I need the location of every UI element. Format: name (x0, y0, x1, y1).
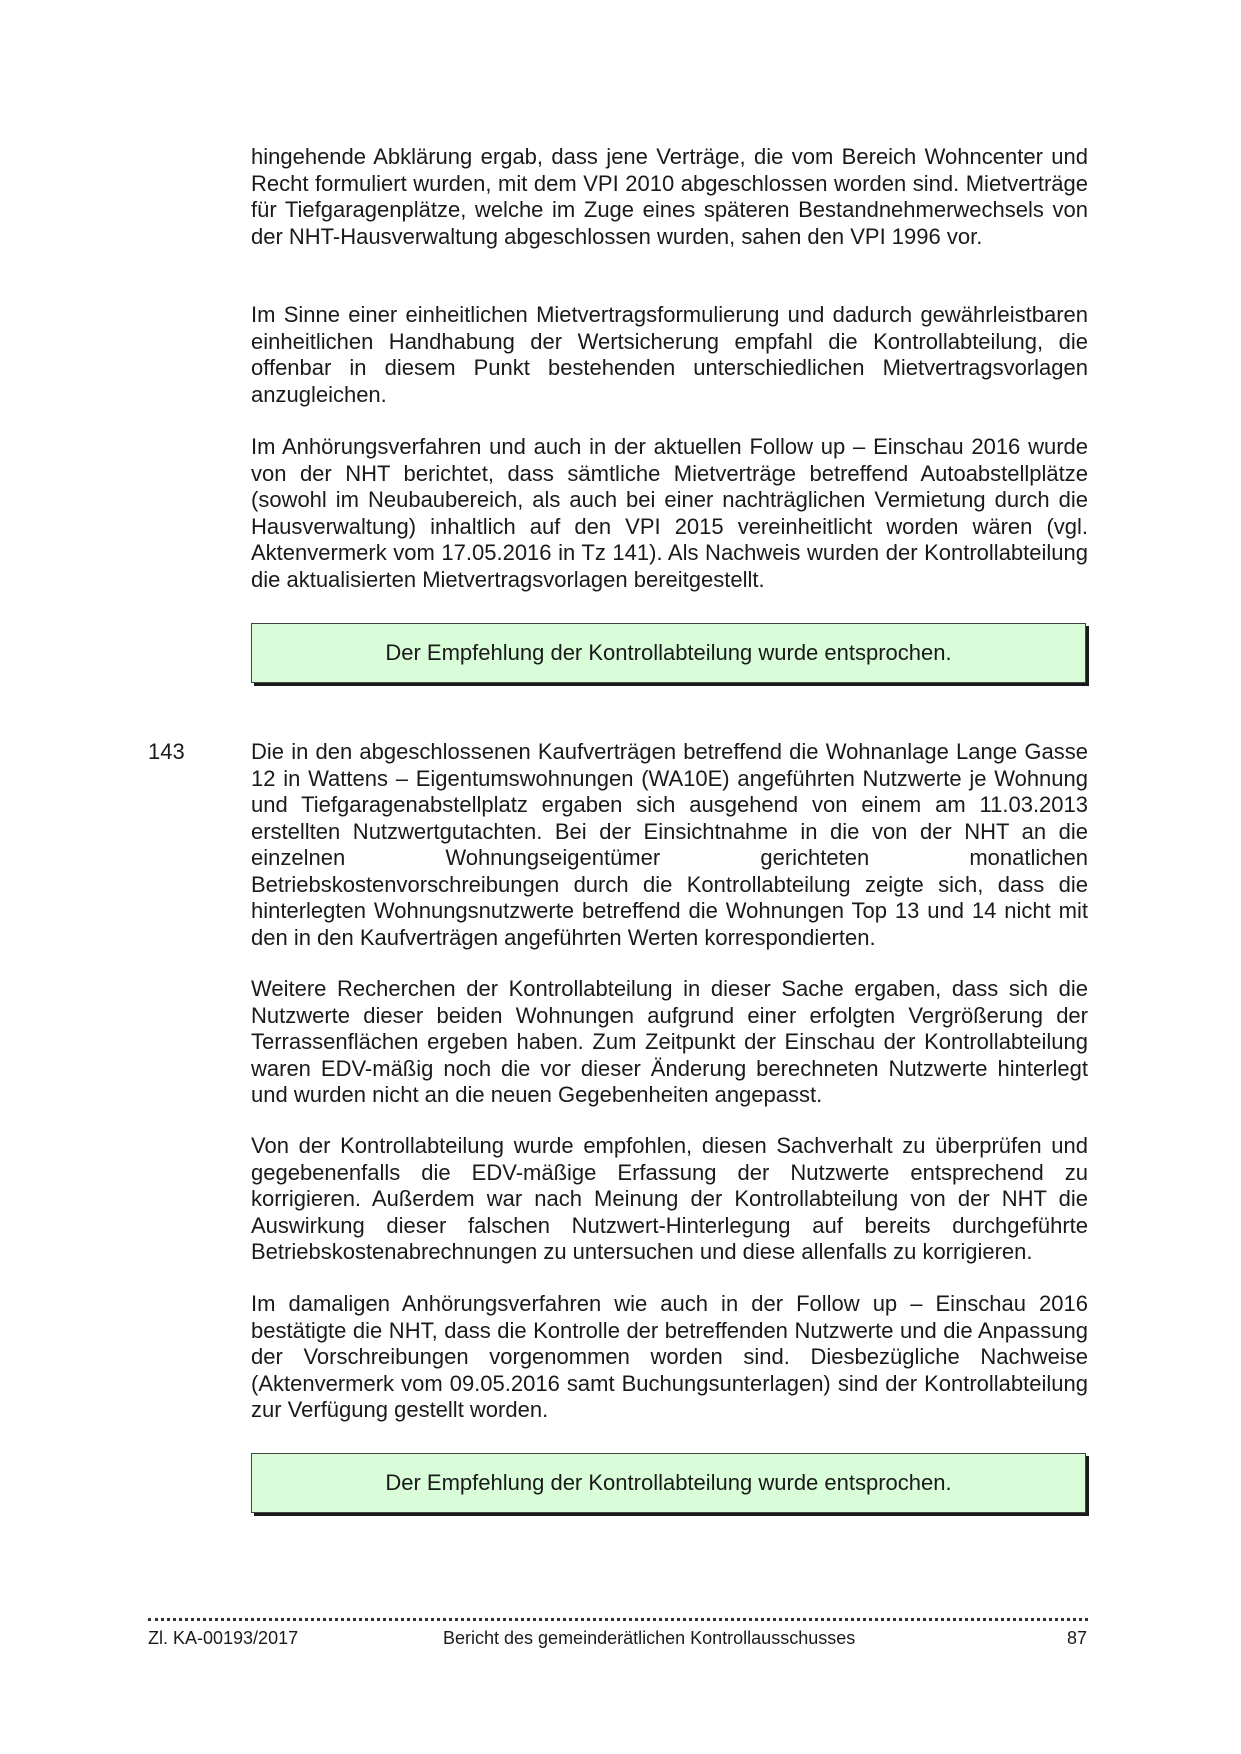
footer-divider (148, 1618, 1088, 1621)
paragraph-2: Im Sinne einer einheitlichen Mietvertragsformulierung und dadurch gewährleistbaren einheitlichen Handhabung der Wertsicherung empfahl die Kontrollabteilung, die offenbar in diesem Punkt bestehenden unterschiedlichen Mietvertragsvorlagen anzugleichen. (251, 302, 1088, 407)
recommendation-text-1: Der Empfehlung der Kontrollabteilung wurde entsprochen. (385, 640, 952, 665)
paragraph-7: Im damaligen Anhörungsverfahren wie auch in der Follow up – Einschau 2016 bestätigte die NHT, dass die Kontrolle der betreffenden Nutzwerte und die Anpassung der Vorschreibungen vorgenommen worden sind. Diesbezügliche Nachweise (Aktenvermerk vom 09.05.2016 samt Buchungsunterlagen) sind der Kontrollabteilung zur Verfügung gestellt worden. (251, 1291, 1088, 1422)
recommendation-box-1 (251, 623, 1086, 683)
footer-reference: Zl. KA-00193/2017 (148, 1628, 299, 1648)
footer-page-number: 87 (1067, 1628, 1088, 1648)
recommendation-box-2 (251, 1453, 1086, 1513)
section-number: 143 (148, 739, 185, 764)
footer-title: Bericht des gemeinderätlichen Kontrollausschusses (443, 1628, 856, 1648)
paragraph-3: Im Anhörungsverfahren und auch in der aktuellen Follow up – Einschau 2016 wurde von der NHT berichtet, dass sämtliche Mietverträge betreffend Autoabstellplätze (sowohl im Neubaubereich, als auch bei einer nachträglichen Vermietung durch die Hausverwaltung) inhaltlich auf den VPI 2015 vereinheitlicht worden wären (vgl. Aktenvermerk vom 17.05.2016 in Tz 141). Als Nachweis wurden der Kontrollabteilung die aktualisierten Mietvertragsvorlagen bereitgestellt. (251, 434, 1088, 592)
paragraph-4: Die in den abgeschlossenen Kaufverträgen betreffend die Wohnanlage Lange Gasse 12 in Wattens – Eigentumswohnungen (WA10E) angeführten Nutzwerte je Wohnung und Tiefgaragenabstellplatz ergaben sich ausgehend von einem am 11.03.2013 erstellten Nutzwertgutachten. Bei der Einsichtnahme in die von der NHT an die einzelnen Wohnungseigentümer gerichteten monatlichen Betriebskostenvorschreibungen durch die Kontrollabteilung zeigte sich, dass die hinterlegten Wohnungsnutzwerte betreffend die Wohnungen Top 13 und 14 nicht mit den in den Kaufverträgen angeführten Werten korrespondierten. (251, 739, 1088, 950)
paragraph-5: Weitere Recherchen der Kontrollabteilung in dieser Sache ergaben, dass sich die Nutzwerte dieser beiden Wohnungen aufgrund einer erfolgten Vergrößerung der Terrassenflächen ergeben haben. Zum Zeitpunkt der Einschau der Kontrollabteilung waren EDV-mäßig noch die vor dieser Änderung berechneten Nutzwerte hinterlegt und wurden nicht an die neuen Gegebenheiten angepasst. (251, 976, 1088, 1107)
recommendation-text-2: Der Empfehlung der Kontrollabteilung wurde entsprochen. (385, 1470, 952, 1495)
paragraph-6: Von der Kontrollabteilung wurde empfohlen, diesen Sachverhalt zu überprüfen und gegebenenfalls die EDV-mäßige Erfassung der Nutzwerte entsprechend zu korrigieren. Außerdem war nach Meinung der Kontrollabteilung von der NHT die Auswirkung dieser falschen Nutzwert-Hinterlegung auf bereits durchgeführte Betriebskostenabrechnungen zu untersuchen und diese allenfalls zu korrigieren. (251, 1133, 1088, 1264)
paragraph-1: hingehende Abklärung ergab, dass jene Verträge, die vom Bereich Wohncenter und Recht formuliert wurden, mit dem VPI 2010 abgeschlossen worden sind. Mietverträge für Tiefgaragenplätze, welche im Zuge eines späteren Bestandnehmerwechsels von der NHT-Hausverwaltung abgeschlossen wurden, sahen den VPI 1996 vor. (251, 144, 1088, 249)
